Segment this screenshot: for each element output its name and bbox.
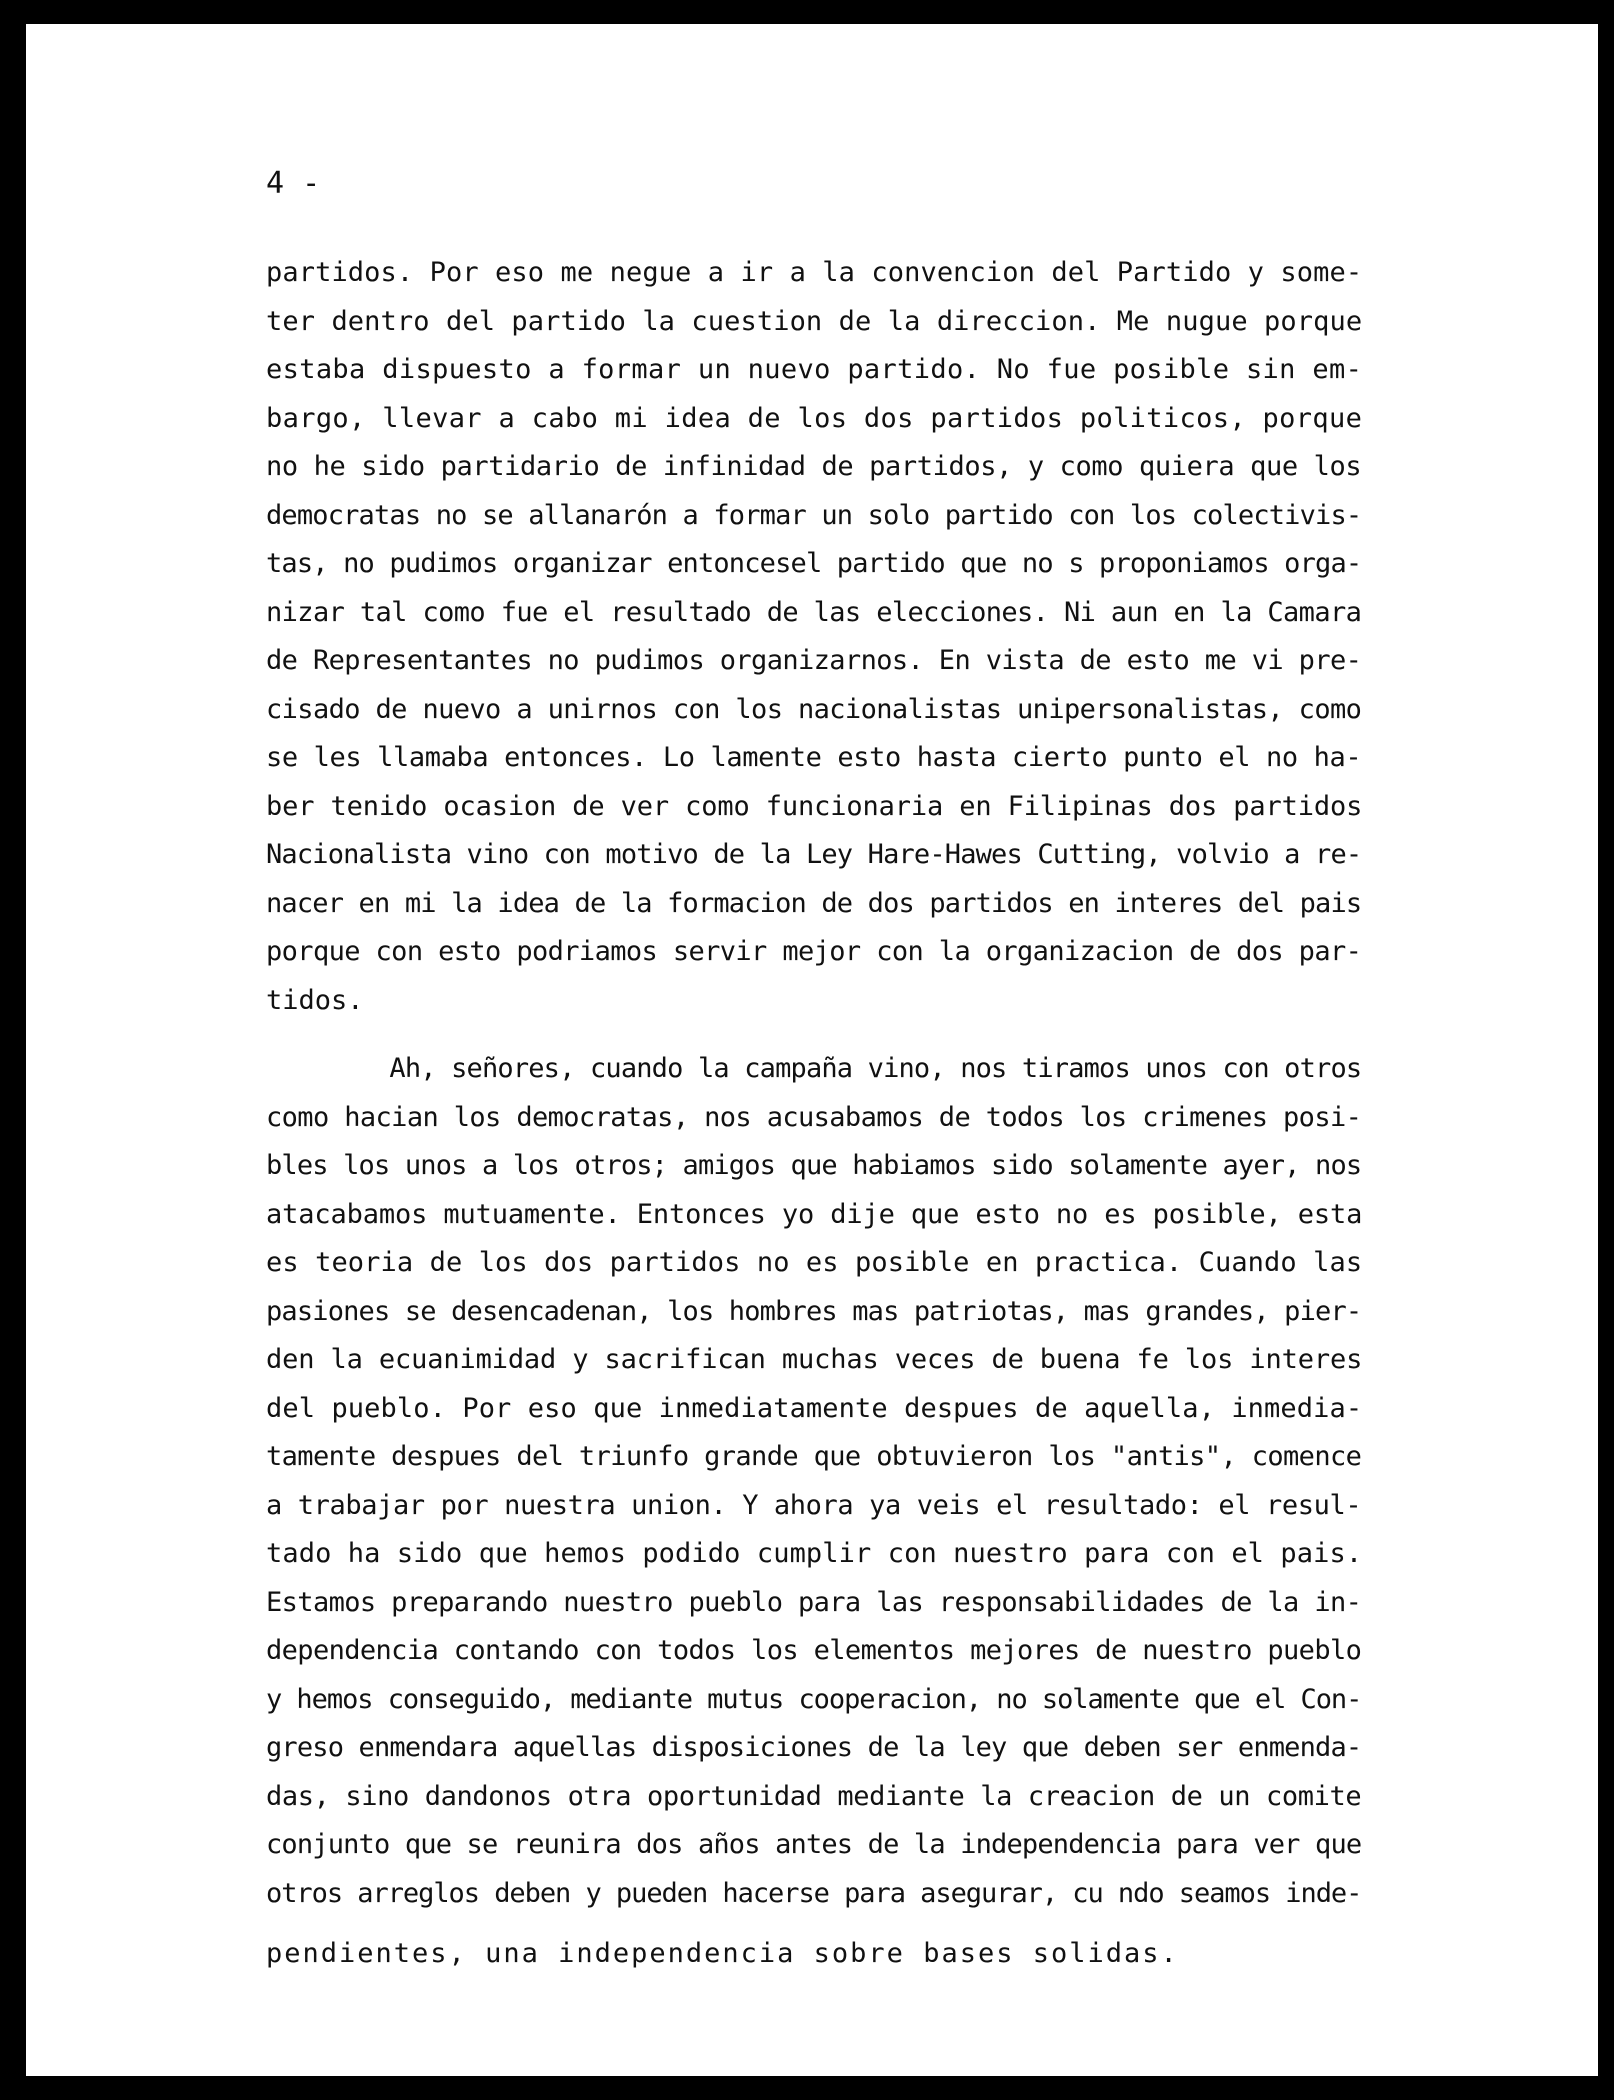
text-line: estaba dispuesto a formar un nuevo partido. No fue posible sin em-: [266, 354, 1363, 385]
text-line: Nacionalista vino con motivo de la Ley Hare-Hawes Cutting, volvio a re-: [266, 839, 1362, 870]
text-line: partidos. Por eso me negue a ir a la convencion del Partido y some-: [266, 257, 1363, 288]
text-line: a trabajar por nuestra union. Y ahora ya veis el resultado: el resul-: [266, 1490, 1362, 1521]
text-line: das, sino dandonos otra oportunidad mediante la creacion de un comite: [266, 1781, 1362, 1812]
page-number: 4 -: [266, 166, 321, 201]
text-line: ter dentro del partido la cuestion de la direccion. Me nugue porque: [266, 306, 1363, 337]
text-line: del pueblo. Por eso que inmediatamente despues de aquella, inmedia-: [266, 1393, 1363, 1424]
text-line: es teoria de los dos partidos no es posible en practica. Cuando las: [266, 1247, 1363, 1278]
text-line: de Representantes no pudimos organizarnos. En vista de esto me vi pre-: [266, 645, 1362, 676]
text-line: pendientes, una independencia sobre bases solidas.: [266, 1938, 1179, 1969]
text-line: Ah, señores, cuando la campaña vino, nos tiramos unos con otros: [266, 1053, 1362, 1084]
document-page: [26, 24, 1598, 2076]
text-line: conjunto que se reunira dos años antes de la independencia para ver que: [266, 1829, 1362, 1860]
text-line: como hacian los democratas, nos acusabamos de todos los crimenes posi-: [266, 1102, 1362, 1133]
text-line: tado ha sido que hemos podido cumplir con nuestro para con el pais.: [266, 1538, 1363, 1569]
text-line: tamente despues del triunfo grande que obtuvieron los "antis", comence: [266, 1441, 1362, 1472]
text-line: pasiones se desencadenan, los hombres mas patriotas, mas grandes, pier-: [266, 1296, 1362, 1327]
text-line: porque con esto podriamos servir mejor con la organizacion de dos par-: [266, 936, 1362, 967]
text-line: se les llamaba entonces. Lo lamente esto hasta cierto punto el no ha-: [266, 742, 1362, 773]
text-line: otros arreglos deben y pueden hacerse para asegurar, cu ndo seamos inde-: [266, 1878, 1362, 1909]
text-line: democratas no se allanarón a formar un solo partido con los colectivis-: [266, 500, 1362, 531]
text-line: atacabamos mutuamente. Entonces yo dije que esto no es posible, esta: [266, 1199, 1363, 1230]
text-line: ber tenido ocasion de ver como funcionaria en Filipinas dos partidos: [266, 791, 1363, 822]
text-line: tas, no pudimos organizar entoncesel partido que no s proponiamos orga-: [266, 548, 1362, 579]
text-line: cisado de nuevo a unirnos con los nacionalistas unipersonalistas, como: [266, 694, 1362, 725]
text-line: den la ecuanimidad y sacrifican muchas veces de buena fe los interes: [266, 1344, 1363, 1375]
text-line: bles los unos a los otros; amigos que habiamos sido solamente ayer, nos: [266, 1150, 1362, 1181]
text-line: greso enmendara aquellas disposiciones de la ley que deben ser enmenda-: [266, 1732, 1362, 1763]
text-line: nizar tal como fue el resultado de las elecciones. Ni aun en la Camara: [266, 597, 1362, 628]
text-line: nacer en mi la idea de la formacion de dos partidos en interes del pais: [266, 888, 1362, 919]
text-line: no he sido partidario de infinidad de partidos, y como quiera que los: [266, 451, 1362, 482]
text-line: bargo, llevar a cabo mi idea de los dos partidos politicos, porque: [266, 403, 1363, 434]
text-line: y hemos conseguido, mediante mutus cooperacion, no solamente que el Con-: [266, 1684, 1362, 1715]
text-line: Estamos preparando nuestro pueblo para las responsabilidades de la in-: [266, 1587, 1362, 1618]
text-line: dependencia contando con todos los elementos mejores de nuestro pueblo: [266, 1635, 1362, 1666]
text-line: tidos.: [266, 985, 364, 1016]
